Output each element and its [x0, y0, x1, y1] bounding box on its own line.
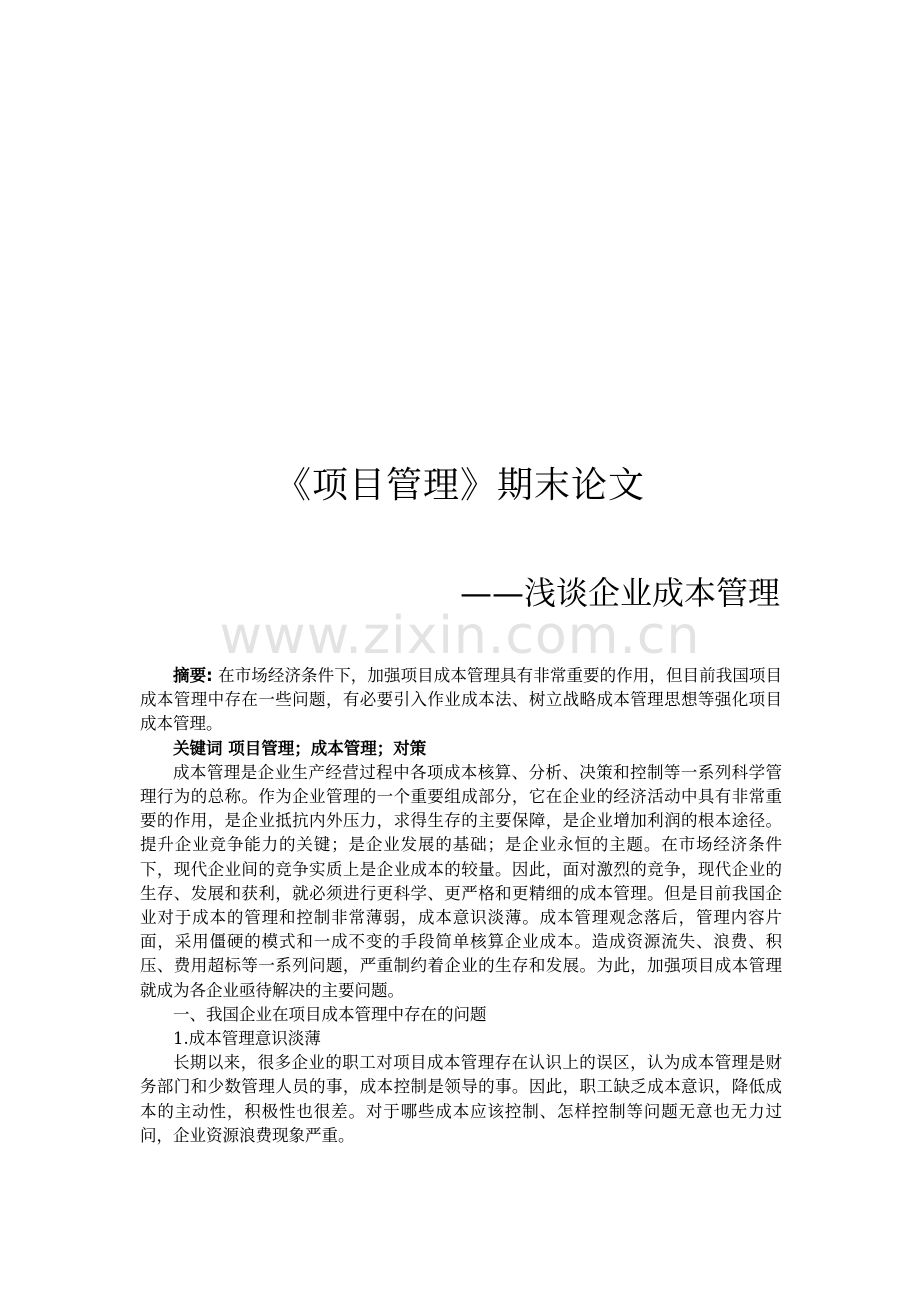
subsection-paragraph: 长期以来，很多企业的职工对项目成本管理存在认识上的误区，认为成本管理是财务部门和少数管理人员的事，成本控制是领导的事。因此，职工缺乏成本意识，降低成本的主动性，积极性也很差。对于哪些成本应该控制、怎样控制等问题无意也无力过问，企业资源浪费现象严重。: [140, 1053, 782, 1145]
abstract-text: 在市场经济条件下，加强项目成本管理具有非常重要的作用，但目前我国项目成本管理中存在一些问题，有必要引入作业成本法、树立战略成本管理思想等强化项目成本管理。: [140, 666, 782, 734]
keywords-label: 关键词: [173, 738, 223, 758]
keywords-text: 项目管理；成本管理；对策: [222, 738, 427, 758]
subsection-heading: 1.成本管理意识淡薄: [173, 1029, 321, 1049]
section-heading: 一、我国企业在项目成本管理中存在的问题: [173, 1004, 487, 1024]
watermark: www.zixin.com.cn: [219, 606, 701, 666]
document-body: [140, 664, 782, 1148]
keywords-paragraph: [140, 737, 782, 761]
intro-paragraph: 成本管理是企业生产经营过程中各项成本核算、分析、决策和控制等一系列科学管理行为的总称。作为企业管理的一个重要组成部分，它在企业的经济活动中具有非常重要的作用，是企业抵抗内外压力，求得生存的主要保障，是企业增加利润的根本途径。提升企业竞争能力的关键；是企业发展的基础；是企业永恒的主题。在市场经济条件下，现代企业间的竞争实质上是企业成本的较量。因此，面对激烈的竞争，现代企业的生存、发展和获利，就必须进行更科学、更严格和更精细的成本管理。但是目前我国企业对于成本的管理和控制非常薄弱，成本意识淡薄。成本管理观念落后，管理内容片面，采用僵硬的模式和一成不变的手段简单核算企业成本。造成资源流失、浪费、积压、费用超标等一系列问题，严重制约着企业的生存和发展。为此，加强项目成本管理就成为各企业亟待解决的主要问题。: [140, 762, 782, 1000]
page-subtitle: ——浅谈企业成本管理: [459, 574, 780, 612]
abstract-paragraph: [140, 664, 782, 737]
page-title: 《项目管理》期末论文: [274, 465, 645, 506]
abstract-label: 摘要:: [173, 666, 213, 685]
